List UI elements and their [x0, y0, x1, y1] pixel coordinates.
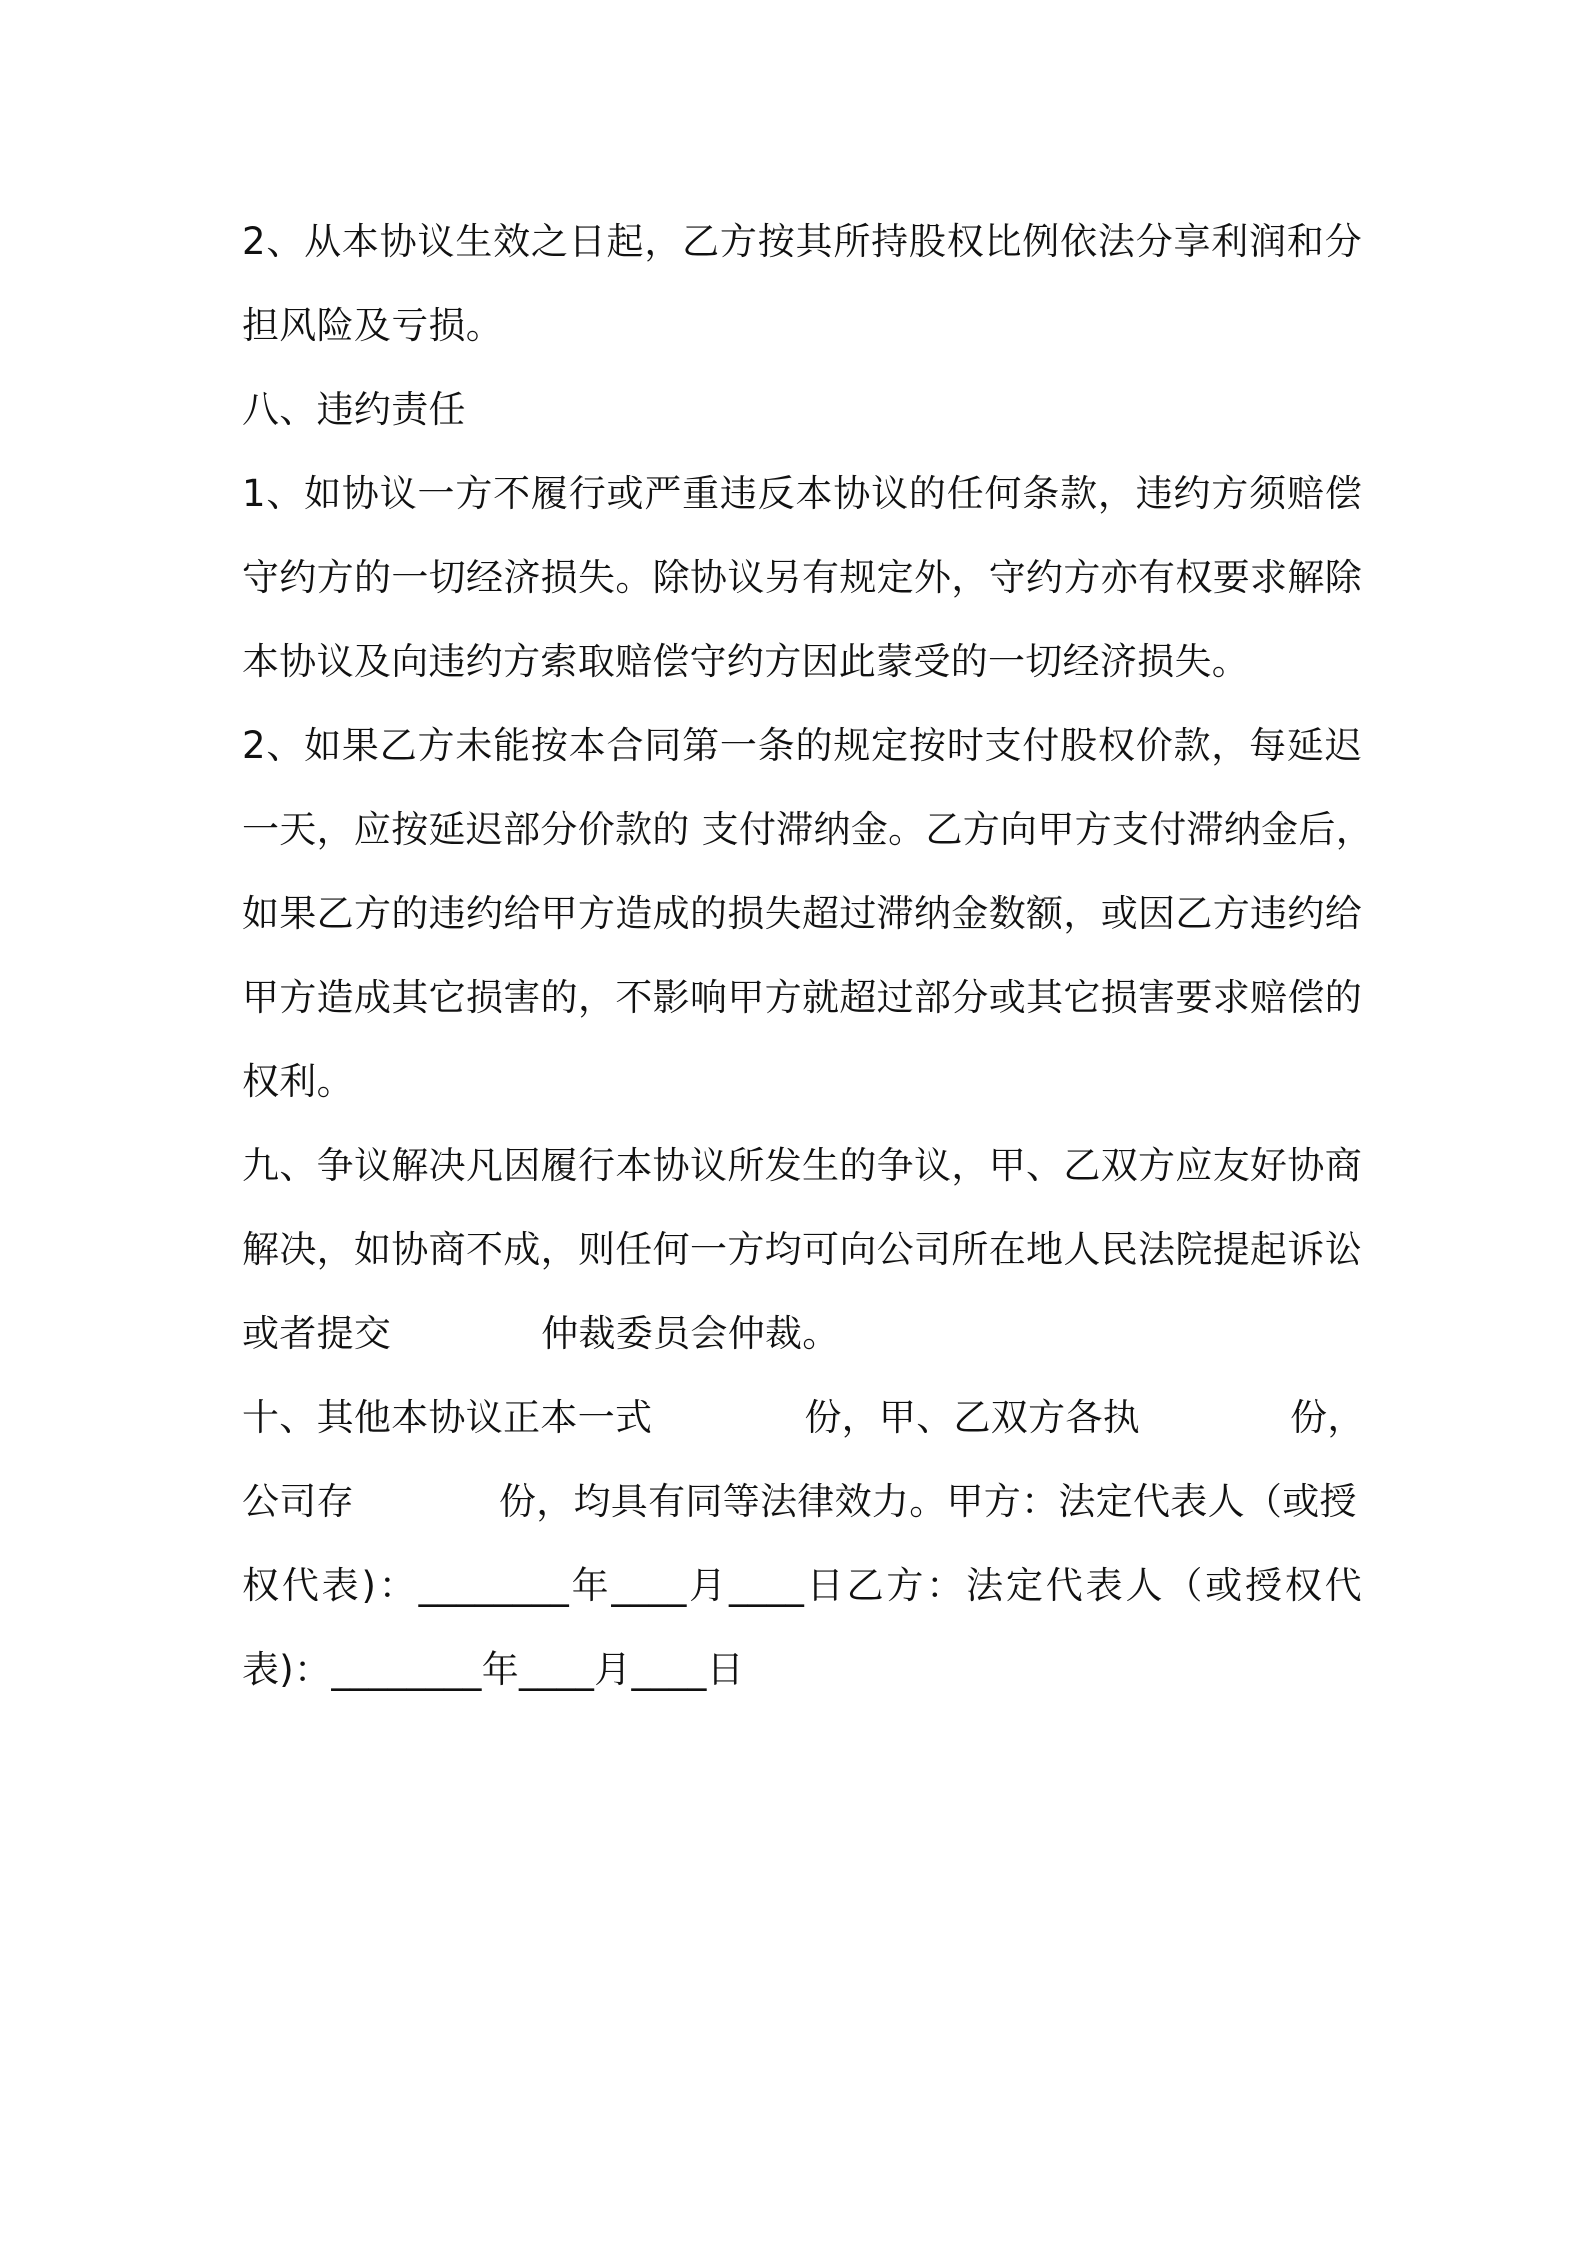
section-10-line-1: [242, 1376, 1365, 1460]
document-body: [242, 200, 1374, 1712]
section-9-line-2: 解决，如协商不成，则任何一方均可向公司所在地人民法院提起诉讼: [242, 1228, 1362, 1271]
section-10-line-4: 表)：________年____月____日: [242, 1648, 745, 1691]
section-10-line-2-part-b: 份，均具有同等法律效力。甲方：法定代表人（或授: [498, 1480, 1357, 1523]
clause-7-2-line-2: 担风险及亏损。: [242, 304, 504, 347]
section-9-line-3: [242, 1292, 1362, 1376]
section-10-line-1-part-b: 份，甲、乙双方各执: [804, 1396, 1141, 1439]
clause-8-2-line-4: 甲方造成其它损害的，不影响甲方就超过部分或其它损害要求赔偿的: [242, 976, 1362, 1019]
clause-7-2-line-1: 2、从本协议生效之日起，乙方按其所持股权比例依法分享利润和分: [242, 220, 1362, 263]
section-9-line-3-part-b: 仲裁委员会仲裁。: [541, 1312, 840, 1355]
clause-8-1-line-2: 守约方的一切经济损失。除协议另有规定外，守约方亦有权要求解除: [242, 556, 1362, 599]
section-9-line-3-part-a: 或者提交: [242, 1312, 392, 1355]
clause-8-1-line-1: 1、如协议一方不履行或严重违反本协议的任何条款，违约方须赔偿: [242, 472, 1362, 515]
clause-8-1-line-3: 本协议及向违约方索取赔偿守约方因此蒙受的一切经济损失。: [242, 640, 1250, 683]
section-10-line-1-part-a: 十、其他本协议正本一式: [242, 1396, 653, 1439]
section-10-line-3: 权代表)：________年____月____日乙方：法定代表人（或授权代: [242, 1564, 1362, 1607]
clause-8-2-line-1: 2、如果乙方未能按本合同第一条的规定按时支付股权价款，每延迟: [242, 724, 1362, 767]
clause-8-2-line-3: 如果乙方的违约给甲方造成的损失超过滞纳金数额，或因乙方违约给: [242, 892, 1362, 935]
section-10-line-2-part-a: 公司存: [242, 1480, 354, 1523]
clause-8-2-line-5: 权利。: [242, 1060, 354, 1103]
section-9-line-1: 九、争议解决凡因履行本协议所发生的争议，甲、乙双方应友好协商: [242, 1144, 1362, 1187]
clause-8-2-line-2: 一天，应按延迟部分价款的 支付滞纳金。乙方向甲方支付滞纳金后，: [242, 808, 1374, 851]
section-8-heading: 八、违约责任: [242, 388, 466, 431]
section-10-line-2: [242, 1460, 1362, 1544]
section-10-line-1-part-c: 份，: [1290, 1396, 1365, 1439]
